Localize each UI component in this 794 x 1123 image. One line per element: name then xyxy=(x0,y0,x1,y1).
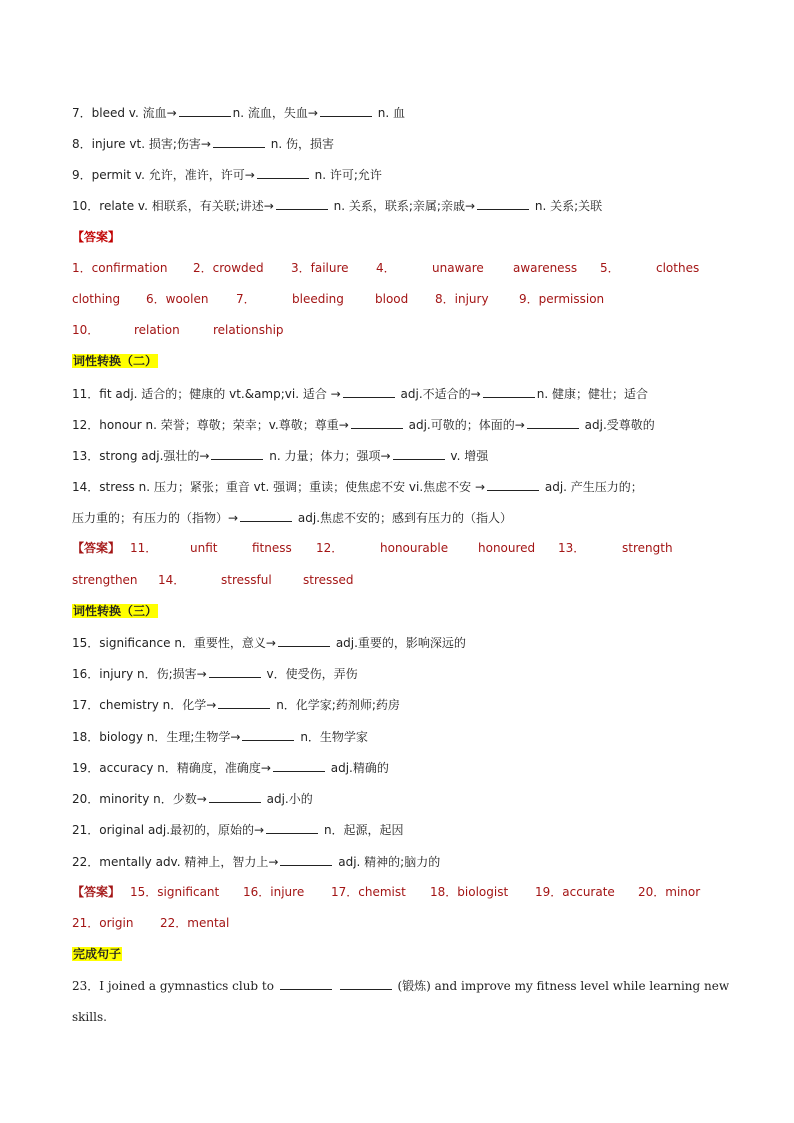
item-11: 11．fit adj. 适合的；健康的 vt.&amp;vi. 适合 → adj.不适合的→ n. 健康；健壮；适合 xyxy=(72,387,648,401)
answer: honourable xyxy=(380,541,449,555)
answer-label: 【答案】 xyxy=(72,885,121,899)
answer: 5． xyxy=(600,261,620,275)
item-23-cont: skills. xyxy=(72,1010,107,1024)
answer: 7． xyxy=(236,292,256,306)
answer-blank[interactable] xyxy=(242,728,294,741)
answer-blank[interactable] xyxy=(280,977,332,990)
answer: 20．minor xyxy=(638,885,701,899)
answer: 4． xyxy=(376,261,396,275)
answer: 11． xyxy=(130,541,158,555)
answer-label: 【答案】 xyxy=(72,230,121,244)
answer-blank[interactable] xyxy=(209,665,261,678)
answer: unaware xyxy=(432,261,484,275)
answer: 17．chemist xyxy=(331,885,406,899)
answer-blank[interactable] xyxy=(340,977,392,990)
item-8: 8．injure vt. 损害;伤害→ n. 伤，损害 xyxy=(72,137,334,151)
answer: 9．permission xyxy=(519,292,605,306)
answer-blank[interactable] xyxy=(343,385,395,398)
answer: 1．confirmation xyxy=(72,261,168,275)
item-14-cont: 压力重的；有压力的（指物）→ adj.焦虑不安的；感到有压力的（指人） xyxy=(72,511,513,525)
answer: fitness xyxy=(252,541,292,555)
answer-label: 【答案】 xyxy=(72,541,121,555)
answer: bleeding xyxy=(292,292,344,306)
answer-blank[interactable] xyxy=(218,696,270,709)
answer: strength xyxy=(622,541,673,555)
answer: 14． xyxy=(158,573,186,587)
answer: stressed xyxy=(303,573,354,587)
answer: 22．mental xyxy=(160,916,230,930)
answer: awareness xyxy=(513,261,578,275)
item-9: 9．permit v. 允许，准许，许可→ n. 许可;允许 xyxy=(72,168,382,182)
answer-blank[interactable] xyxy=(527,416,579,429)
answer-blank[interactable] xyxy=(278,634,330,647)
answer-blank[interactable] xyxy=(276,197,328,210)
answer-blank[interactable] xyxy=(351,416,403,429)
answer: 2．crowded xyxy=(193,261,264,275)
answer-blank[interactable] xyxy=(257,166,309,179)
section-heading: 词性转换（二） xyxy=(73,354,158,368)
item-17: 17．chemistry n．化学→ n．化学家;药剂师;药房 xyxy=(72,698,400,712)
answer-blank[interactable] xyxy=(240,509,292,522)
answer: blood xyxy=(375,292,409,306)
answer: 10． xyxy=(72,323,100,337)
answer: stressful xyxy=(221,573,272,587)
item-23: 23．I joined a gymnastics club to (锻炼) and improve my fitness level while learning new xyxy=(72,979,730,993)
answer-blank[interactable] xyxy=(266,821,318,834)
section-heading: 词性转换（三） xyxy=(73,604,158,618)
answer-blank[interactable] xyxy=(211,447,263,460)
item-7: 7．bleed v. 流血→ n. 流血，失血→ n. 血 xyxy=(72,106,406,120)
answer-blank[interactable] xyxy=(213,135,265,148)
answer: 13． xyxy=(558,541,586,555)
answer-blank[interactable] xyxy=(273,759,325,772)
item-16: 16．injury n．伤;损害→ v．使受伤，弄伤 xyxy=(72,667,358,681)
answer: 3．failure xyxy=(291,261,349,275)
answer: 16．injure xyxy=(243,885,305,899)
answer: 21．origin xyxy=(72,916,134,930)
answer: honoured xyxy=(478,541,536,555)
answer: 12． xyxy=(316,541,344,555)
answer: unfit xyxy=(190,541,218,555)
item-18: 18．biology n．生理;生物学→ n．生物学家 xyxy=(72,730,368,744)
answer: strengthen xyxy=(72,573,138,587)
answer: relation xyxy=(134,323,180,337)
answer-blank[interactable] xyxy=(393,447,445,460)
answer-blank[interactable] xyxy=(179,104,231,117)
section-heading: 完成句子 xyxy=(73,947,122,961)
item-10: 10．relate v. 相联系，有关联;讲述→ n. 关系，联系;亲属;亲戚→ n. 关系;关联 xyxy=(72,199,603,213)
item-13: 13．strong adj.强壮的→ n. 力量；体力；强项→ v. 增强 xyxy=(72,449,489,463)
answer-blank[interactable] xyxy=(320,104,372,117)
item-15: 15．significance n．重要性，意义→ adj.重要的，影响深远的 xyxy=(72,636,466,650)
answer-blank[interactable] xyxy=(209,790,261,803)
answer: clothing xyxy=(72,292,121,306)
answer: 6．woolen xyxy=(146,292,209,306)
answer: clothes xyxy=(656,261,700,275)
item-21: 21．original adj.最初的，原始的→ n．起源，起因 xyxy=(72,823,404,837)
answer-blank[interactable] xyxy=(280,853,332,866)
answer: 15．significant xyxy=(130,885,220,899)
answer-blank[interactable] xyxy=(477,197,529,210)
answer: 19．accurate xyxy=(535,885,615,899)
item-12: 12．honour n. 荣誉；尊敬；荣幸；v.尊敬；尊重→ adj.可敬的；体面的→ adj.受尊敬的 xyxy=(72,418,655,432)
answer: 8．injury xyxy=(435,292,489,306)
answer-blank[interactable] xyxy=(487,478,539,491)
answer-blank[interactable] xyxy=(483,385,535,398)
item-19: 19．accuracy n．精确度，准确度→ adj.精确的 xyxy=(72,761,389,775)
item-22: 22．mentally adv. 精神上，智力上→ adj. 精神的;脑力的 xyxy=(72,855,441,869)
item-20: 20．minority n．少数→ adj.小的 xyxy=(72,792,313,806)
item-14: 14．stress n. 压力；紧张；重音 vt. 强调；重读；使焦虑不安 vi.焦虑不安 → adj. 产生压力的； xyxy=(72,480,643,494)
answer: relationship xyxy=(213,323,284,337)
answer: 18．biologist xyxy=(430,885,509,899)
